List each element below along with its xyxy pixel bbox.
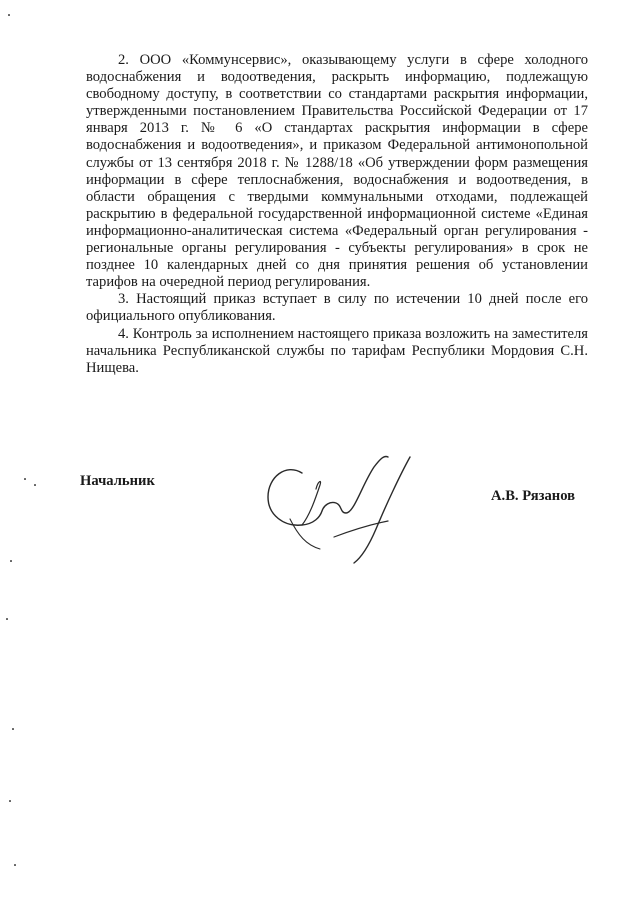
scan-speck — [6, 618, 8, 620]
paragraph-3: 3. Настоящий приказ вступает в силу по истечении 10 дней после его официального опубликования. — [86, 291, 588, 325]
scan-speck — [24, 478, 26, 480]
document-body — [86, 52, 588, 377]
scan-speck — [12, 728, 14, 730]
scan-speck — [34, 484, 36, 486]
scan-speck — [10, 560, 12, 562]
scan-speck — [8, 14, 10, 16]
paragraph-2: 2. ООО «Коммунсервис», оказывающему услуги в сфере холодного водоснабжения и водоотведения, раскрыть информацию, подлежащую свободному доступу, в соответствии со стандартами раскрытия информации, утвержденными постановлением Правительства Российской Федерации от 17 января 2013 г. № 6 «О стандартах раскрытия информации в сфере водоснабжения и водоотведения», и приказом Федеральной антимонопольной службы от 13 сентября 2018 г. № 1288/18 «Об утверждении форм размещения информации в сфере теплоснабжения, водоснабжения и водоотведения, в области обращения с твердыми коммунальными отходами, подлежащей раскрытию в федеральной государственной информационной системе «Единая информационно-аналитическая система «Федеральный орган регулирования - региональные органы регулирования - субъекты регулирования» в срок не позднее 10 календарных дней со дня принятия решения об установлении тарифов на очередной период регулирования. — [86, 52, 588, 291]
scan-speck — [9, 800, 11, 802]
handwritten-signature-icon — [250, 445, 430, 565]
scan-speck — [14, 864, 16, 866]
signatory-title: Начальник — [80, 473, 155, 489]
paragraph-4: 4. Контроль за исполнением настоящего приказа возложить на заместителя начальника Республиканской службы по тарифам Республики Мордовия С.Н. Нищева. — [86, 325, 588, 376]
signatory-name: А.В. Рязанов — [491, 488, 576, 504]
